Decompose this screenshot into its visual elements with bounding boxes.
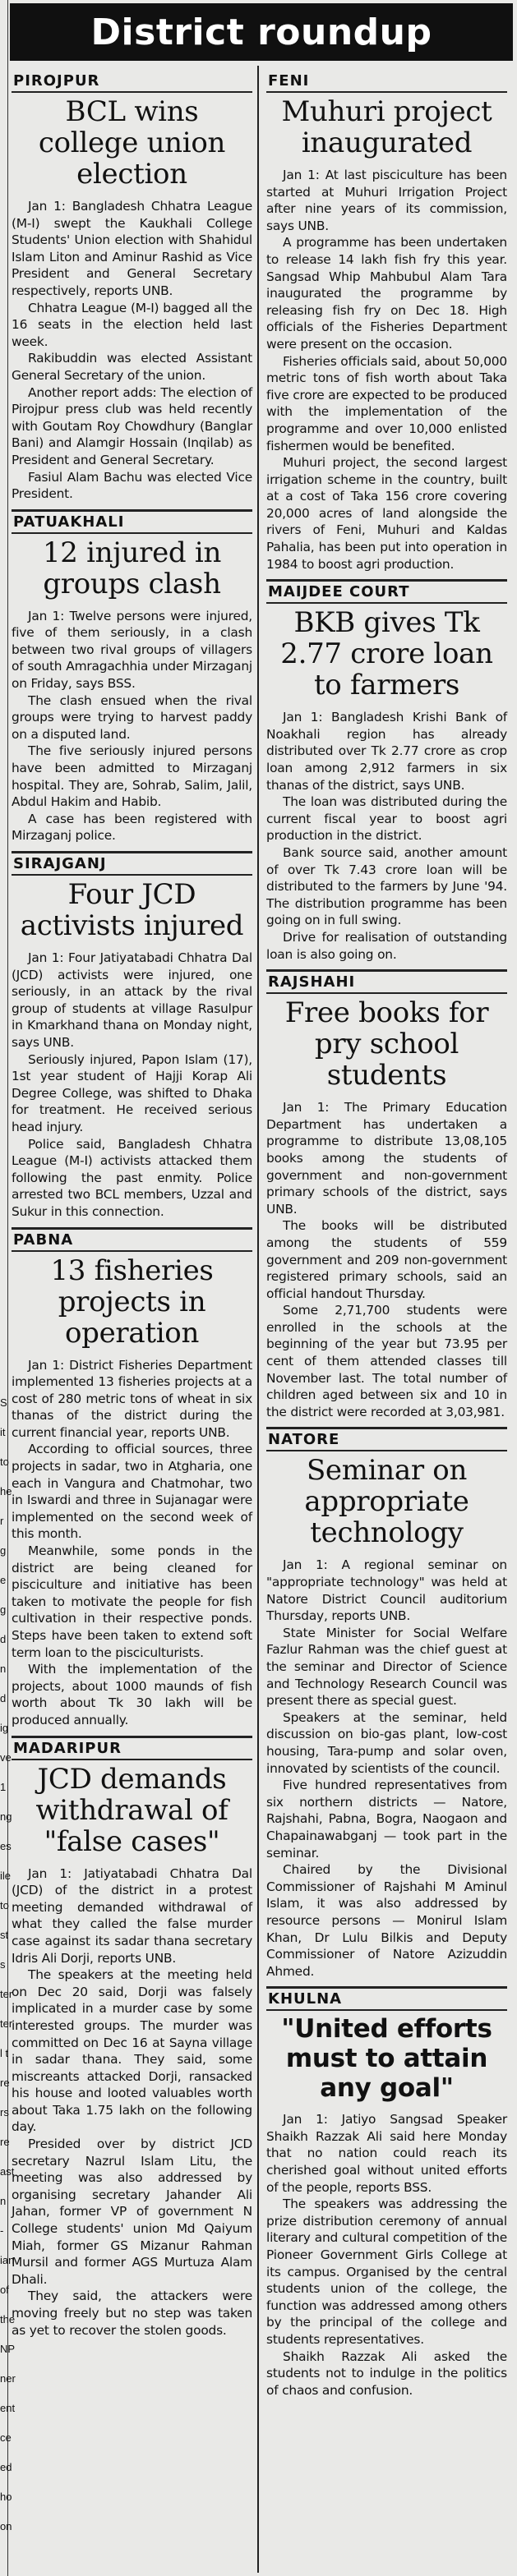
strip-fragment: ter — [0, 2017, 13, 2030]
strip-fragment: re — [0, 2077, 10, 2089]
strip-fragment: g — [0, 1603, 7, 1616]
story-paragraph: Jan 1: Four Jatiyatabadi Chhatra Dal (JCD) activists were injured, one seriously, in an attack by the rival group of students at village Rasulpur in Kmarkhand thana on Monday night, says UNB. — [12, 950, 252, 1050]
strip-fragment: ng — [0, 1810, 12, 1823]
story-paragraph: Meanwhile, some ponds in the district are being cleaned for pisciculture and initiative has been taken to motivate the people for fish cultivation in their respective ponds. Steps have been taken to extend soft term loan to the pisciculturists. — [12, 1543, 252, 1660]
story-body — [266, 2111, 507, 2399]
story-paragraph: Chaired by the Divisional Commissioner of Rajshahi M Aminul Islam, it was also addressed by resource persons — Monirul Islam Khan, Dr Lulu Bilkis and Deputy Commissioner of Natore Azizuddin Ahmed. — [266, 1862, 507, 1979]
story-paragraph: Police said, Bangladesh Chhatra League (M-I) activists attacked them following the past enmity. Police arrested two BCL members, Uzzal and Sukur in this connection. — [12, 1136, 252, 1219]
strip-fragment: ian — [0, 2254, 15, 2266]
story-headline: 12 injured in groups clash — [42, 536, 222, 600]
story-paragraph: Chhatra League (M-I) bagged all the 16 seats in the election held last week. — [12, 300, 252, 349]
story-place: MAIJDEE COURT — [266, 579, 507, 604]
story-paragraph: The speakers at the meeting held on Dec 20 said, Dorji was falsely implicated in a murder case by some interested groups. The murder was committed on Dec 16 at Sayna village in sadar thana. They said, some miscreants attacked Dorji, ransacked his house and looted valuables worth about Taka 1.75 lakh on the following day. — [12, 1967, 252, 2135]
story-paragraph: The five seriously injured persons have been admitted to Mirzaganj hospital. They are, Sohrab, Salim, Jalil, Abdul Hakim and Habib. — [12, 743, 252, 810]
story-place: RAJSHAHI — [266, 969, 507, 994]
story-body — [12, 198, 252, 503]
story-paragraph: With the implementation of the projects, about 1000 maunds of fish worth about Tk 30 lakh will be produced annually. — [12, 1662, 252, 1727]
story-paragraph: Another report adds: The election of Pirojpur press club was held recently with Goutam Roy Chowdhury (Banglar Bani) and Alamgir Hossain (Inqilab) as President and General Secretary. — [12, 384, 252, 467]
story-headline: JCD demands withdrawal of "false cases" — [35, 1762, 228, 1858]
story-headline: Muhuri project inaugurated — [281, 95, 492, 159]
story-patuakhali — [12, 509, 252, 844]
strip-fragment: ter — [0, 1988, 13, 2000]
story-paragraph: They said, the attackers were moving freely but no step was taken as yet to recover the stolen goods. — [12, 2288, 252, 2338]
story-paragraph: According to official sources, three projects in sadar, two in Atgharia, one each in Vangura and Chatmohar, two in Iswardi and three in Sujanagar were implemented on the second week of this month. — [12, 1442, 252, 1542]
story-body — [266, 1099, 507, 1420]
story-headline: 13 fisheries projects in operation — [50, 1254, 214, 1350]
strip-fragment: of — [0, 2284, 9, 2296]
story-paragraph: Jan 1: Bangladesh Chhatra League (M-I) swept the Kaukhali College Students' Union election with Shahidul Islam Liton and Aminur Rashid as Vice President and General Secretary respectively, reports UNB. — [12, 199, 252, 298]
story-maijdee-court — [266, 579, 507, 963]
story-headline: BCL wins college union election — [38, 95, 226, 191]
strip-fragment: ho — [0, 2491, 12, 2503]
story-madaripur — [12, 1736, 252, 2339]
strip-fragment: ner — [0, 2372, 16, 2385]
story-paragraph: A case has been registered with Mirzaganj police. — [12, 811, 252, 844]
story-paragraph: Jan 1: Jatiyo Sangsad Speaker Shaikh Razzak Ali said here Monday that no nation could reach its cherished goal without united efforts of the people, reports BSS. — [266, 2112, 507, 2195]
story-paragraph: A programme has been undertaken to release 14 lakh fish fry this year. Sangsad Whip Mahbubul Alam Tara inaugurated the programme by releasing fish fry on Dec 18. High officials of the Fisheries Department were present on the occasion. — [266, 235, 507, 352]
story-paragraph: Seriously injured, Papon Islam (17), 1st year student of Hajji Korap Ali Degree College, was shifted to Dhaka for treatment. He received serious head injury. — [12, 1051, 252, 1134]
strip-fragment: ce — [0, 2431, 12, 2444]
strip-fragment: ve — [0, 1751, 12, 1764]
story-paragraph: Rakibuddin was elected Assistant General Secretary of the union. — [12, 351, 252, 383]
story-paragraph: Drive for realisation of outstanding loan is also going on. — [266, 929, 507, 962]
strip-fragment: e — [0, 1574, 7, 1586]
strip-fragment: ent — [0, 2402, 16, 2414]
strip-fragment: the — [0, 2313, 16, 2325]
left-column — [12, 66, 252, 2573]
story-place: MADARIPUR — [12, 1736, 252, 1760]
story-paragraph: Jan 1: A regional seminar on "appropriate technology" was held at Natore District Council auditorium Thursday, reports UNB. — [266, 1557, 507, 1624]
story-paragraph: Fasiul Alam Bachu was elected Vice President. — [12, 469, 252, 502]
story-paragraph: Some 2,71,700 students were enrolled in the schools at the beginning of the year but 73.95 per cent of them attended classes till November last. The total number of children aged between six and 10 in the district were recorded at 3,03,981. — [266, 1303, 507, 1419]
story-paragraph: Muhuri project, the second largest irrigation scheme in the country, built at a cost of Taka 156 crore covering 20,000 acres of land alongside the rivers of Feni, Muhuri and Kaldas Pahalia, has been put into operation in 1984 to boost agri production. — [266, 455, 507, 572]
story-paragraph: Fisheries officials said, about 50,000 metric tons of fish worth about Taka five crore are expected to be produced with the implementation of the programme and over 10,000 enlisted fishermen would be benefited. — [266, 353, 507, 453]
strip-fragment: ast — [0, 2165, 15, 2178]
strip-fragment: to — [0, 1899, 9, 1911]
strip-fragment: n — [0, 2195, 7, 2207]
story-paragraph: State Minister for Social Welfare Fazlur Rahman was the chief guest at the seminar and Director of Science and Technology Research Council was present there as special guest. — [266, 1625, 507, 1709]
strip-fragment: S — [0, 1396, 7, 1409]
strip-fragment: rs — [0, 2106, 9, 2118]
section-title: District roundup — [90, 11, 432, 53]
story-headline: Seminar on appropriate technology — [304, 1454, 469, 1550]
strip-fragment: - — [0, 2224, 4, 2237]
story-body — [12, 1865, 252, 2339]
right-column — [266, 66, 507, 2573]
strip-fragment: ig — [0, 1722, 9, 1734]
story-body — [12, 1357, 252, 1729]
story-headline: Free books for pry school students — [284, 996, 489, 1092]
story-sirajganj — [12, 851, 252, 1221]
story-paragraph: The speakers was addressing the prize distribution ceremony of annual literary and cultural competition of the Pioneer Government Girls College at its campus. Organised by the central students union of the college, the function was addressed among others by the principal of the college and students representatives. — [266, 2196, 507, 2347]
story-feni — [266, 71, 507, 573]
strip-fragment: ed — [0, 2461, 12, 2473]
strip-fragment: to — [0, 1456, 9, 1468]
adjacent-column-fragment — [0, 0, 16, 2576]
strip-fragment: re — [0, 2136, 10, 2148]
story-natore — [266, 1427, 507, 1980]
story-body — [12, 608, 252, 844]
strip-fragment: 1 — [0, 1781, 7, 1793]
strip-fragment: d — [0, 1633, 7, 1645]
story-place: FENI — [266, 71, 507, 93]
strip-fragment: l t — [0, 2047, 9, 2059]
strip-fragment: g — [0, 1544, 7, 1557]
story-paragraph: The loan was distributed during the current fiscal year to boost agri production in the district. — [266, 794, 507, 844]
strip-fragment: d — [0, 1692, 7, 1704]
column-divider — [257, 66, 259, 2573]
story-place: PIROJPUR — [12, 71, 252, 93]
story-khulna — [266, 1986, 507, 2399]
story-paragraph: Bank source said, another amount of over Tk 7.43 crore loan will be distributed to the farmers by June '94. The distribution programme has been going on in full swing. — [266, 845, 507, 928]
story-paragraph: Speakers at the seminar, held discussion on bio-gas plant, low-cost housing, Tara-pump and solar oven, innovated by scientists of the council. — [266, 1709, 507, 1776]
story-body — [266, 167, 507, 573]
story-paragraph: Jan 1: Bangladesh Krishi Bank of Noakhali region has already distributed over Tk 2.77 crore as crop loan among 2,912 farmers in six thanas of the district, says UNB. — [266, 710, 507, 793]
story-paragraph: Jan 1: The Primary Education Department has undertaken a programme to distribute 13,08,105 books among the students of government and non-government primary schools of the district, says UNB. — [266, 1100, 507, 1217]
story-place: SIRAJGANJ — [12, 851, 252, 876]
section-banner — [10, 3, 513, 61]
story-place: PATUAKHALI — [12, 509, 252, 534]
story-paragraph: Jan 1: At last pisciculture has been started at Muhuri Irrigation Project after nine years of its commission, says UNB. — [266, 168, 507, 233]
strip-fragment: st — [0, 1929, 9, 1941]
story-paragraph: Jan 1: Jatiyatabadi Chhatra Dal (JCD) of the district in a protest meeting demanded withdrawal of what they called the false murder case against its sadar thana secretary Idris Ali Dorji, reports UNB. — [12, 1865, 252, 1966]
story-place: PABNA — [12, 1227, 252, 1252]
strip-fragment: s — [0, 1958, 6, 1971]
strip-fragment: NP — [0, 2343, 16, 2355]
strip-fragment: he — [0, 1485, 12, 1497]
story-headline: "United efforts must to attain any goal" — [281, 2014, 492, 2104]
story-body — [12, 950, 252, 1221]
story-paragraph: The clash ensued when the rival groups were trying to harvest paddy on a disputed land. — [12, 692, 252, 742]
story-body — [266, 709, 507, 963]
story-body — [266, 1557, 507, 1980]
strip-fragment: r — [0, 1515, 4, 1527]
story-paragraph: Presided over by district JCD secretary Nazrul Islam Litu, the meeting was also addressed by organising secretary Jahander Ali Jahan, former VP of government N College students' union Md Qaiyum Miah, former GS Mizanur Rahman Mursil and former AGS Murtuza Alam Dhali. — [12, 2137, 252, 2287]
story-headline: BKB gives Tk 2.77 crore loan to farmers — [280, 606, 493, 702]
strip-fragment: es — [0, 1840, 12, 1852]
story-place: KHULNA — [266, 1986, 507, 2011]
story-paragraph: Five hundred representatives from six northern districts — Natore, Rajshahi, Pabna, Bogra, Naogaon and Chapainawabganj — took part in the seminar. — [266, 1778, 507, 1861]
strip-fragment: ile — [0, 1870, 12, 1882]
story-pirojpur — [12, 71, 252, 503]
story-paragraph: Shaikh Razzak Ali asked the students not to indulge in the politics of chaos and confusion. — [266, 2348, 507, 2398]
story-place: NATORE — [266, 1427, 507, 1451]
story-paragraph: The books will be distributed among the students of 559 government and 209 non-government registered primary schools, said an official handout Thursday. — [266, 1218, 507, 1301]
story-pabna — [12, 1227, 252, 1729]
strip-fragment: it — [0, 1426, 6, 1438]
strip-fragment: on — [0, 2520, 12, 2532]
strip-fragment: n — [0, 1663, 7, 1675]
story-headline: Four JCD activists injured — [20, 878, 244, 942]
story-rajshahi — [266, 969, 507, 1420]
story-paragraph: Jan 1: Twelve persons were injured, five of them seriously, in a clash between two rival groups of villagers of south Amragachhia under Mirzaganj on Friday, says BSS. — [12, 608, 252, 692]
story-paragraph: Jan 1: District Fisheries Department implemented 13 fisheries projects at a cost of 280 metric tons of wheat in six thanas of the district during the current financial year, reports UNB. — [12, 1357, 252, 1440]
